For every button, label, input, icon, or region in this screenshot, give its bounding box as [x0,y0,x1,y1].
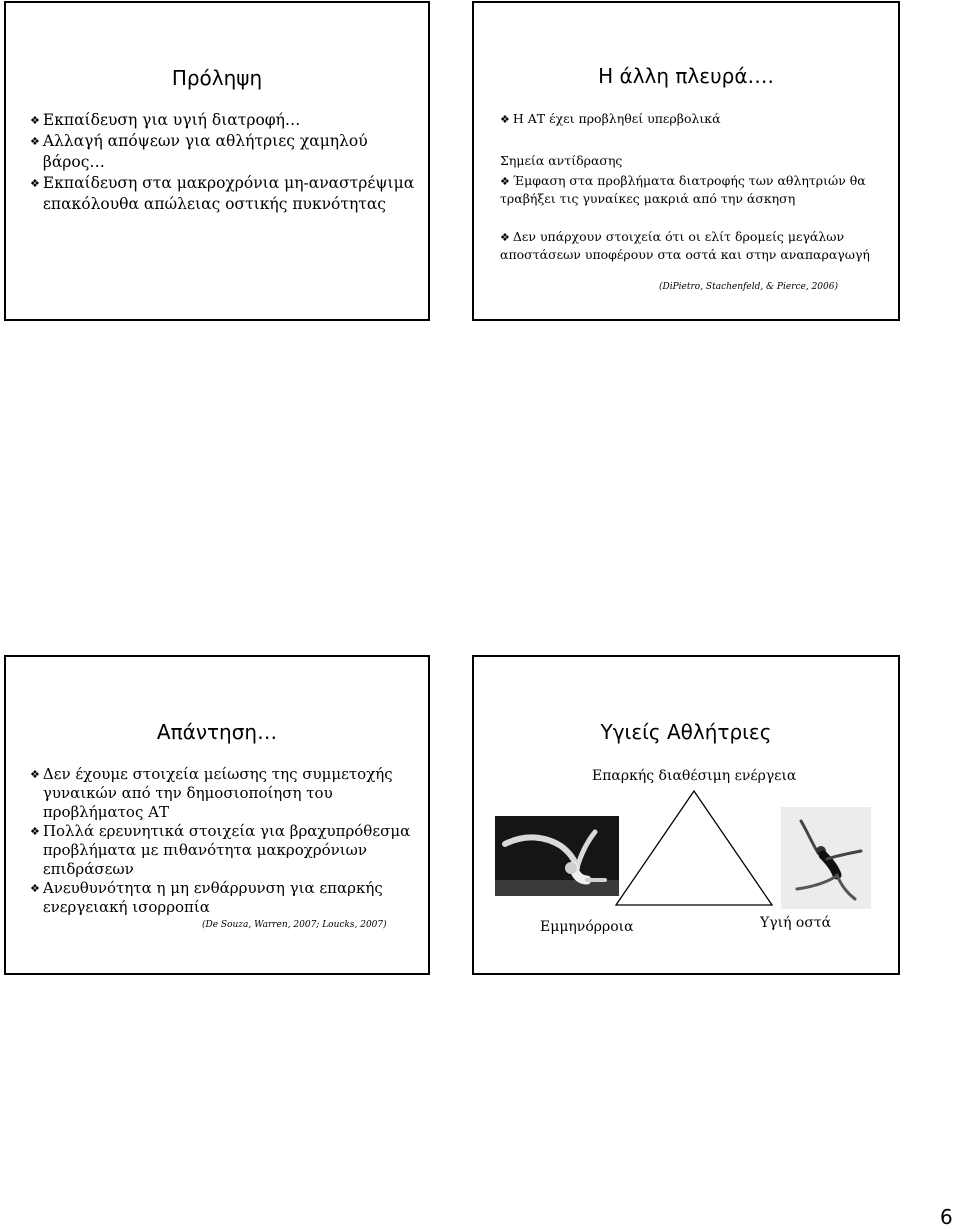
list-item-text: Πολλά ερευνητικά στοιχεία για βραχυπρόθεσμα προβλήματα με πιθανότητα μακροχρόνιων επιδράσεων [42,822,411,878]
bullet-item [500,111,721,126]
list-item [30,173,415,215]
bullet-list [30,110,415,215]
diamond-bullet-icon: ❖ [500,231,510,244]
list-item [30,131,415,173]
slide-title: Πρόληψη [171,66,263,90]
bullet-text: Η ΑΤ έχει προβληθεί υπερβολικά [512,111,721,126]
citation: (DiPietro, Stachenfeld, & Pierce, 2006) [659,282,838,292]
diamond-bullet-icon: ❖ [30,825,40,838]
diamond-bullet-icon: ❖ [30,135,40,148]
bullet-item [500,228,870,263]
page-number: 6 [940,1205,953,1229]
slide-other-side [472,1,900,321]
bullet-item [500,172,870,207]
triangle-top-label: Επαρκής διαθέσιμη ενέργεια [592,768,797,784]
bullet-list [30,765,420,917]
diamond-bullet-icon: ❖ [30,114,40,127]
diamond-bullet-icon: ❖ [30,177,40,190]
list-item-text: Αλλαγή απόψεων για αθλήτριες χαμηλού βάρος… [42,132,368,171]
list-item [30,110,415,131]
slide-title: Απάντηση… [156,720,278,744]
diamond-bullet-icon: ❖ [30,768,40,781]
citation: (De Souza, Warren, 2007; Loucks, 2007) [202,920,387,930]
list-item-text: Εκπαίδευση στα μακροχρόνια μη-αναστρέψιμα επακόλουθα απώλειας οστικής πυκνότητας [42,174,415,213]
list-item [30,765,420,822]
list-item-text: Δεν έχουμε στοιχεία μείωσης της συμμετοχής γυναικών από την δημοσιοποίηση του προβλήματος ΑΤ [42,765,393,821]
skater-photo [781,807,871,909]
list-item [30,822,420,879]
slide-answer [4,655,430,975]
slide-title: Υγιείς Αθλήτριες [600,720,772,744]
slide-prevention [4,1,430,321]
diamond-bullet-icon: ❖ [30,882,40,895]
diamond-bullet-icon: ❖ [500,113,510,126]
bullet-text: Έμφαση στα προβλήματα διατροφής των αθλητριών θα τραβήξει τις γυναίκες μακριά από την άσκηση [500,173,866,206]
list-item [30,879,420,917]
list-item-text: Ανευθυνότητα η μη ενθάρρυνση για επαρκής ενεργειακή ισορροπία [42,879,383,916]
slide-healthy-athletes [472,655,900,975]
slide-title: Η άλλη πλευρά…. [598,64,774,88]
triad-triangle [614,789,774,907]
diamond-bullet-icon: ❖ [500,175,510,188]
bullet-text: Δεν υπάρχουν στοιχεία ότι οι ελίτ δρομείς μεγάλων αποστάσεων υποφέρουν στα οστά και στην αναπαραγωγή [500,229,870,262]
subheading: Σημεία αντίδρασης [500,153,623,168]
list-item-text: Εκπαίδευση για υγιή διατροφή… [42,111,301,129]
triangle-left-label: Εμμηνόρροια [540,919,634,935]
triangle-right-label: Υγιή οστά [760,915,832,931]
gymnast-photo [495,816,619,896]
